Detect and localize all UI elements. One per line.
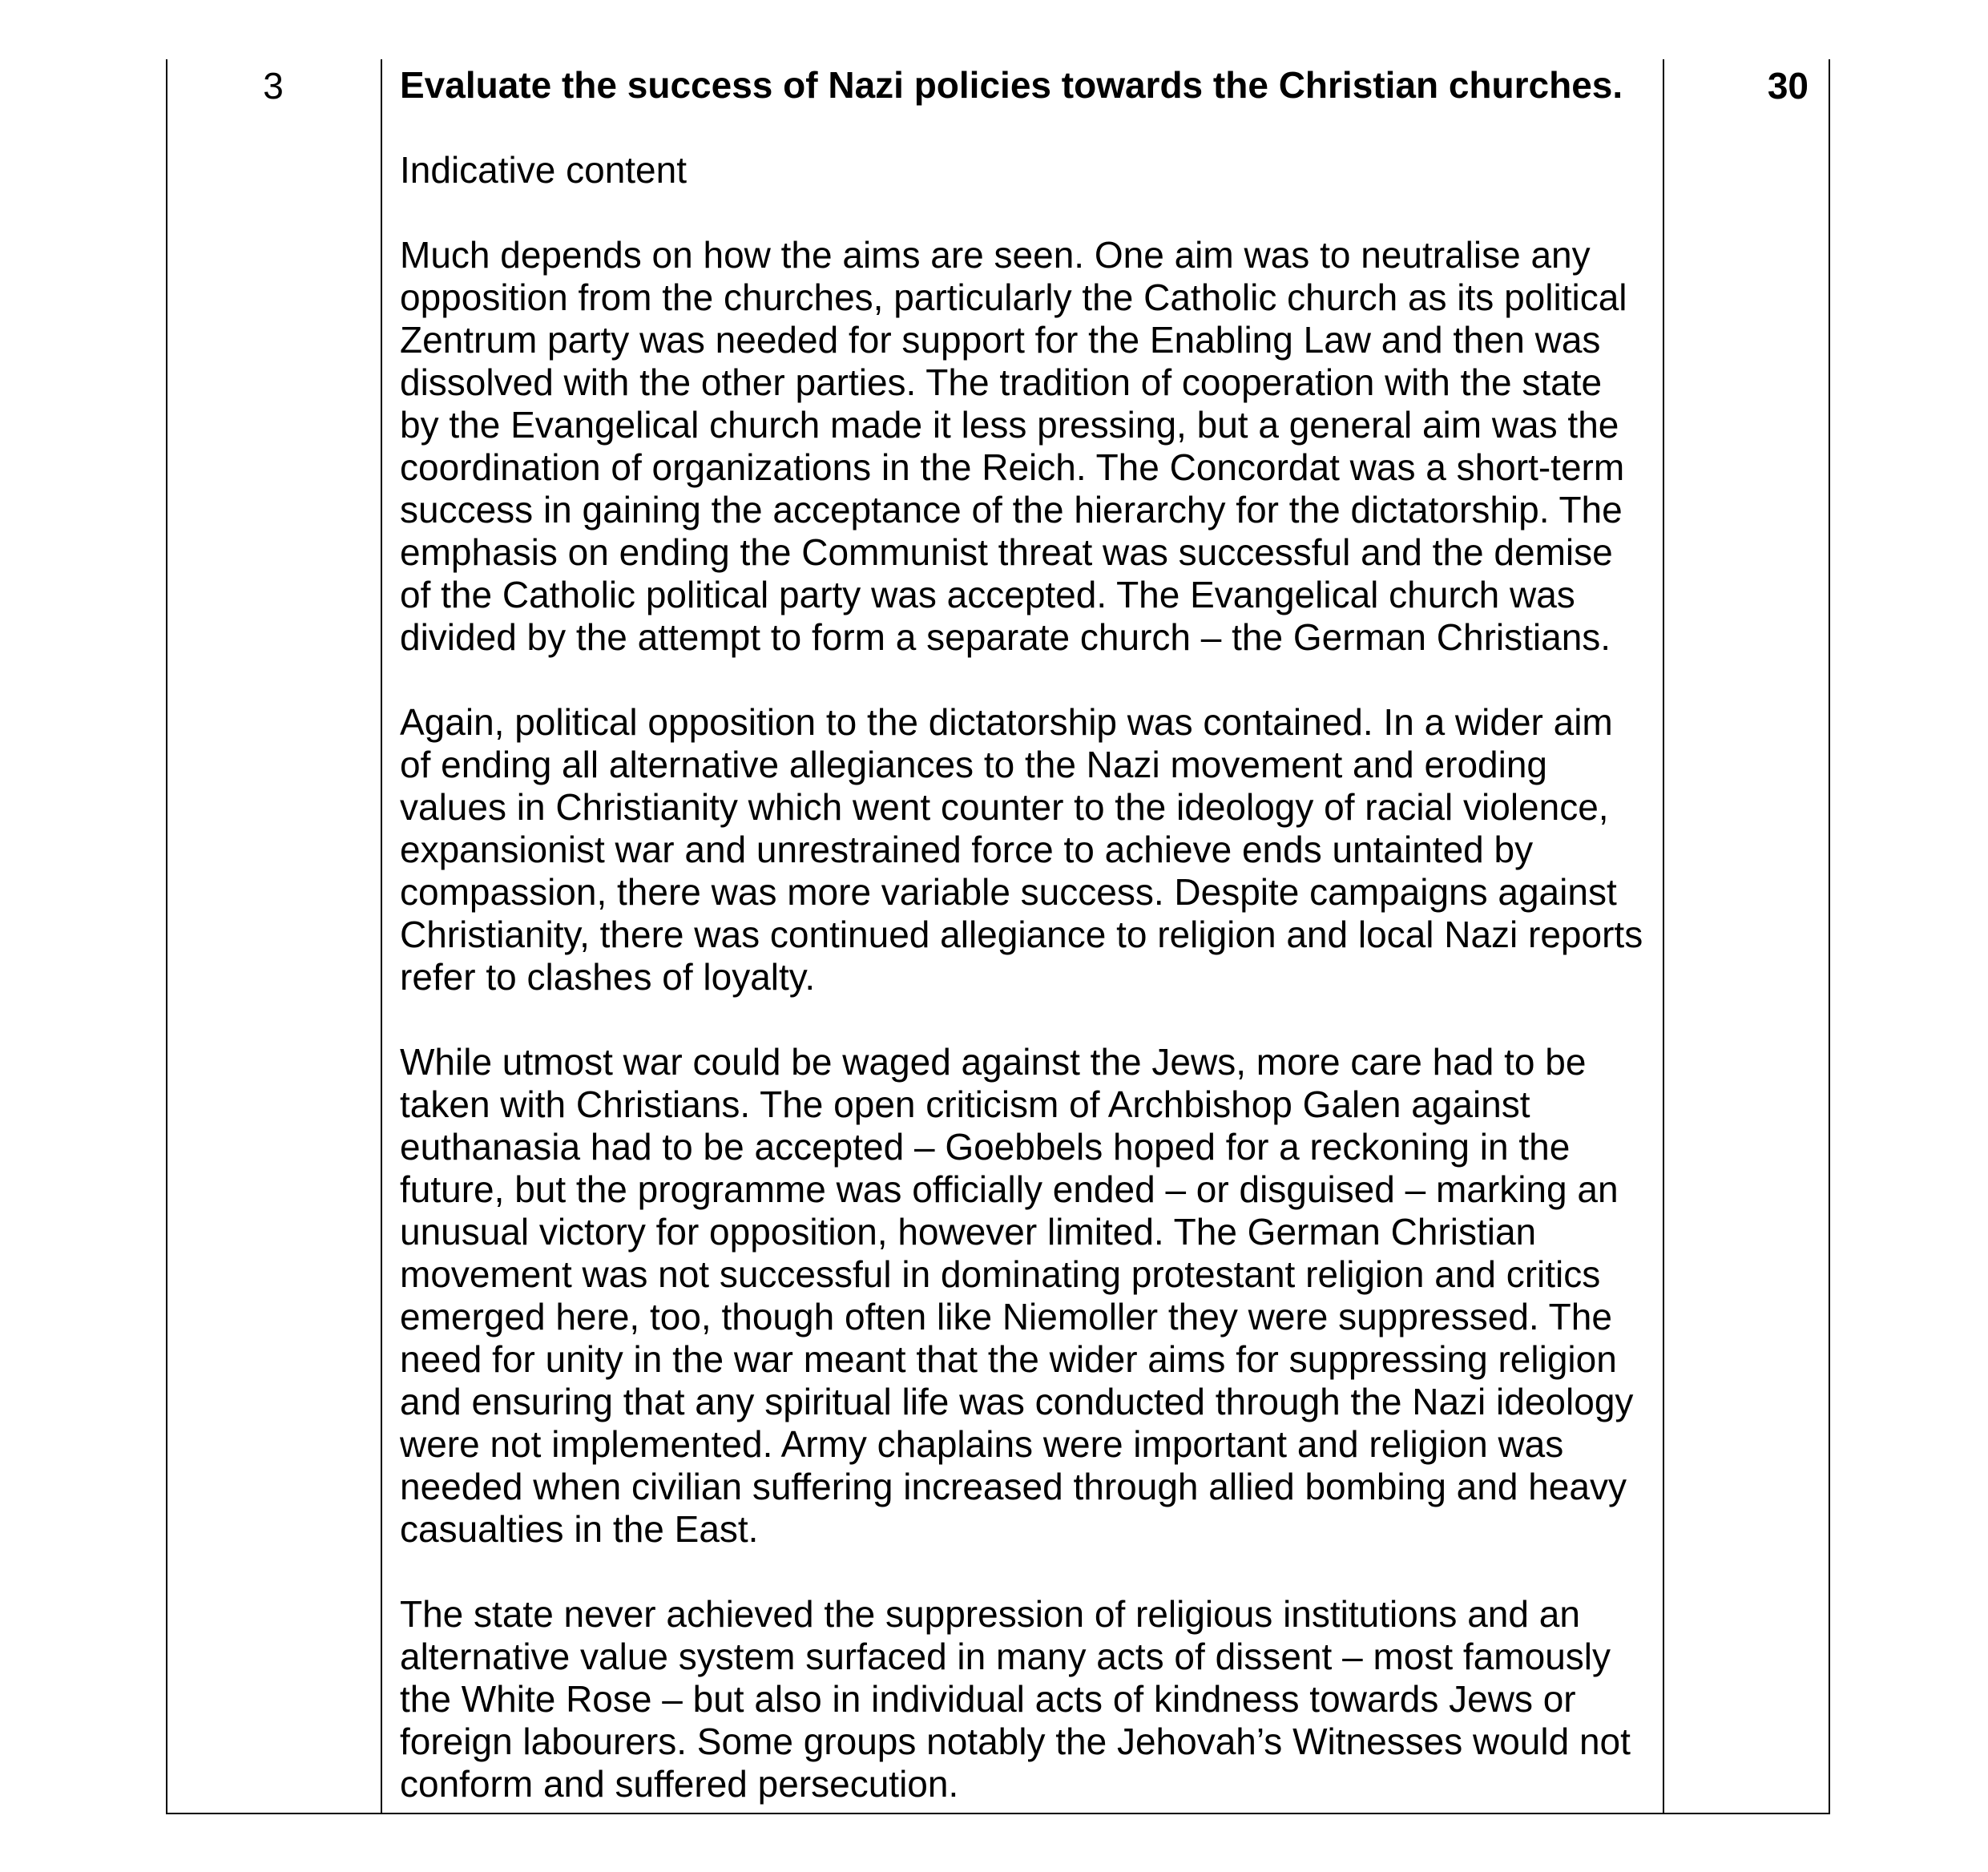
question-content [400, 64, 1658, 1805]
table-divider-marks [1663, 59, 1664, 1813]
question-number: 3 [263, 65, 284, 107]
content-paragraph: Much depends on how the aims are seen. One aim was to neutralise any opposition from the churches, particularly the Catholic church as its political Zentrum party was needed for support for the Enabling Law and then was dissolved with the other parties. The tradition of cooperation with the state by the Evangelical church made it less pressing, but a general aim was the coordination of organizations in the Reich. The Concordat was a short-term success in gaining the acceptance of the hierarchy for the dictatorship. The emphasis on ending the Communist threat was successful and the demise of the Catholic political party was accepted. The Evangelical church was divided by the attempt to form a separate church – the German Christians. [400, 234, 1627, 658]
mark-scheme-table [166, 59, 1830, 1814]
question-marks: 30 [1767, 65, 1809, 107]
table-border-right [1829, 59, 1830, 1813]
question-title: Evaluate the success of Nazi policies towards the Christian churches. [400, 64, 1623, 106]
content-paragraph: Again, political opposition to the dictatorship was contained. In a wider aim of ending all alternative allegiances to the Nazi movement and eroding values in Christianity which went counter to the ideology of racial violence, expansionist war and unrestrained force to achieve ends untainted by compassion, there was more variable success. Despite campaigns against Christianity, there was continued allegiance to religion and local Nazi reports refer to clashes of loyalty. [400, 701, 1643, 998]
content-paragraph: The state never achieved the suppression of religious institutions and an alternative value system surfaced in many acts of dissent – most famously the White Rose – but also in individual acts of kindness towards Jews or foreign labourers. Some groups notably the Jehovah’s Witnesses would not conform and suffered persecution. [400, 1593, 1631, 1805]
table-border-left [166, 59, 167, 1813]
indicative-content-heading: Indicative content [400, 149, 688, 191]
table-divider-number [381, 59, 382, 1813]
content-paragraph: While utmost war could be waged against the Jews, more care had to be taken with Christians. The open criticism of Archbishop Galen against euthanasia had to be accepted – Goebbels hoped for a reckoning in the future, but the programme was officially ended – or disguised – marking an unusual victory for opposition, however limited. The German Christian movement was not successful in dominating protestant religion and critics emerged here, too, though often like Niemoller they were suppressed. The need for unity in the war meant that the wider aims for suppressing religion and ensuring that any spiritual life was conducted through the Nazi ideology were not implemented. Army chaplains were important and religion was needed when civilian suffering increased through allied bombing and heavy casualties in the East. [400, 1041, 1634, 1550]
